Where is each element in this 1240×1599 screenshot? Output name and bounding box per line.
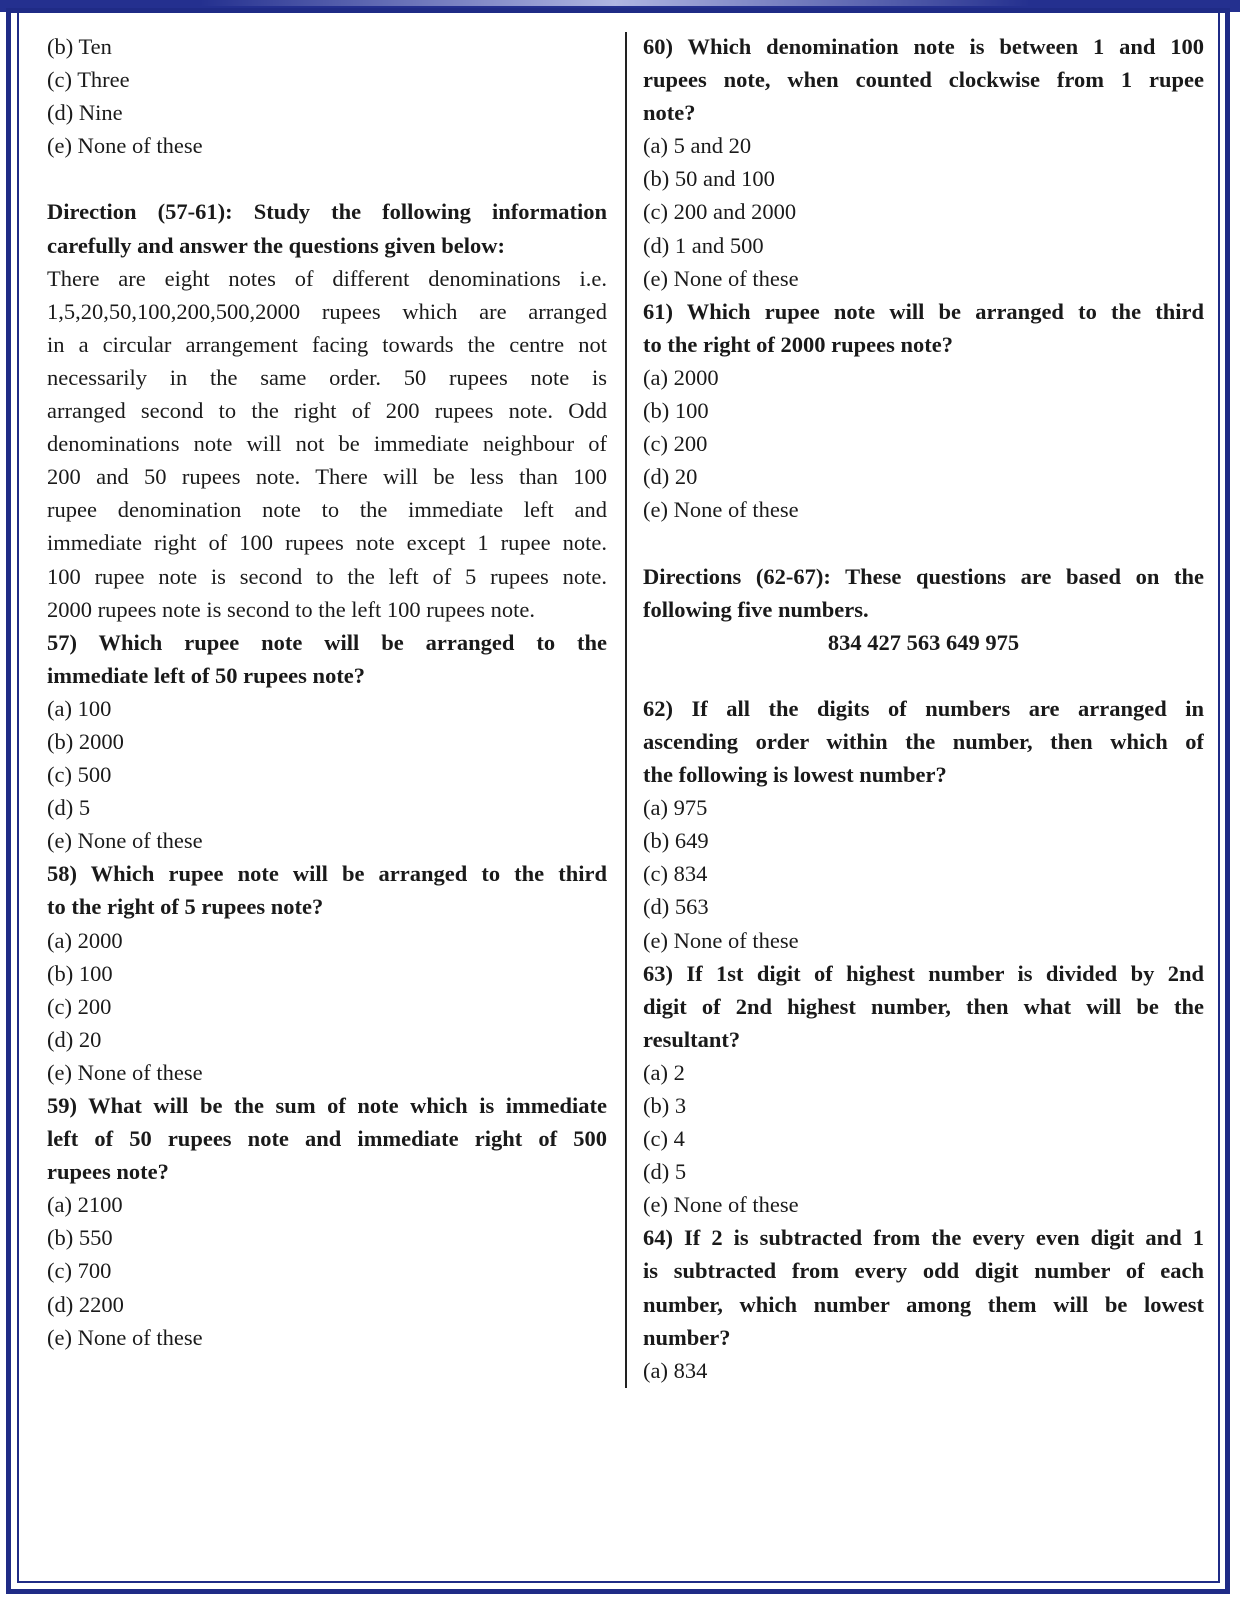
option: (b) 2000 — [47, 728, 124, 754]
option: (b) 649 — [643, 828, 709, 854]
direction-body-line: necessarily in the same order. 50 rupees note is — [47, 364, 607, 390]
option: (b) 100 — [47, 960, 113, 986]
question-61 — [643, 295, 1204, 527]
page-top-header-strip — [200, 0, 1030, 6]
question-text: to the right of 5 rupees note? — [47, 894, 324, 920]
direction-body-line: 100 rupee note is second to the left of 5 rupees note. — [47, 563, 607, 589]
question-text: rupees note? — [47, 1159, 169, 1185]
direction-body-line: 200 and 50 rupees note. There will be less than 100 — [47, 464, 607, 490]
column-divider — [625, 32, 627, 1388]
number-set: 834 427 563 649 975 — [827, 629, 1020, 655]
question-text: note? — [643, 100, 696, 126]
option: (c) 500 — [47, 762, 112, 788]
spacer — [47, 162, 607, 195]
question-text: 57) Which rupee note will be arranged to the — [47, 629, 607, 655]
direction-body-line: rupee denomination note to the immediate left and — [47, 497, 607, 523]
question-text: 64) If 2 is subtracted from the every even digit and 1 — [643, 1225, 1204, 1251]
option: (a) 2000 — [643, 364, 719, 390]
option: (c) 200 — [643, 431, 708, 457]
question-text: number, which number among them will be lowest — [643, 1291, 1204, 1317]
question-62 — [643, 692, 1204, 957]
option: (c) 4 — [643, 1126, 685, 1152]
direction-heading: carefully and answer the questions given below: — [47, 232, 505, 258]
spacer — [643, 526, 1204, 559]
option: (e) None of these — [643, 927, 799, 953]
question-text: digit of 2nd highest number, then what will be the — [643, 993, 1204, 1019]
directions-62-67 — [643, 560, 1204, 659]
question-text: 63) If 1st digit of highest number is divided by 2nd — [643, 960, 1204, 986]
option: (d) 20 — [47, 1026, 102, 1052]
option: (e) None of these — [643, 497, 799, 523]
direction-body-line: There are eight notes of different denominations i.e. — [47, 265, 607, 291]
option: (b) Ten — [47, 34, 112, 59]
question-text: is subtracted from every odd digit number of each — [643, 1258, 1204, 1284]
question-text: to the right of 2000 rupees note? — [643, 331, 953, 357]
direction-body-line: arranged second to the right of 200 rupees note. Odd — [47, 398, 607, 424]
option: (c) 834 — [643, 861, 708, 887]
option: (e) None of these — [47, 828, 203, 854]
question-text: the following is lowest number? — [643, 762, 947, 788]
option: (a) 100 — [47, 695, 112, 721]
direction-heading: Directions (62-67): These questions are based on the — [643, 563, 1204, 589]
option: (a) 2100 — [47, 1192, 123, 1218]
question-text: immediate left of 50 rupees note? — [47, 662, 366, 688]
direction-heading: Direction (57-61): Study the following information — [47, 199, 607, 225]
option: (b) 100 — [643, 398, 709, 424]
option: (d) 1 and 500 — [643, 232, 764, 258]
option: (a) 834 — [643, 1357, 708, 1383]
direction-body-line: 1,5,20,50,100,200,500,2000 rupees which are arranged — [47, 298, 607, 324]
option: (e) None of these — [47, 1059, 203, 1085]
direction-body-line: in a circular arrangement facing towards the centre not — [47, 331, 607, 357]
question-text: resultant? — [643, 1026, 741, 1052]
option: (e) None of these — [47, 1324, 203, 1350]
question-63 — [643, 957, 1204, 1222]
option: (a) 2 — [643, 1059, 685, 1085]
question-text: rupees note, when counted clockwise from 1 rupee — [643, 67, 1204, 93]
question-58 — [47, 857, 607, 1089]
question-text: number? — [643, 1324, 731, 1350]
direction-body-line: denominations note will not be immediate neighbour of — [47, 431, 607, 457]
option: (e) None of these — [47, 133, 203, 159]
question-57 — [47, 626, 607, 858]
question-60 — [643, 30, 1204, 295]
option: (a) 975 — [643, 795, 708, 821]
question-text: ascending order within the number, then which of — [643, 728, 1204, 754]
option: (d) 20 — [643, 464, 698, 490]
question-text: left of 50 rupees note and immediate right of 500 — [47, 1126, 607, 1152]
direction-heading: following five numbers. — [643, 596, 869, 622]
option: (d) Nine — [47, 100, 123, 126]
direction-body-line: 2000 rupees note is second to the left 100 rupees note. — [47, 596, 536, 622]
option: (a) 2000 — [47, 927, 123, 953]
left-column — [47, 30, 607, 1354]
question-59 — [47, 1089, 607, 1354]
direction-body-line: immediate right of 100 rupees note except 1 rupee note. — [47, 530, 607, 556]
option: (c) Three — [47, 67, 130, 93]
option: (d) 5 — [643, 1159, 687, 1185]
option: (d) 5 — [47, 795, 91, 821]
option: (e) None of these — [643, 265, 799, 291]
option: (c) 700 — [47, 1258, 112, 1284]
option: (b) 3 — [643, 1093, 687, 1118]
question-text: 60) Which denomination note is between 1 and 100 — [643, 34, 1204, 59]
question-text: 61) Which rupee note will be arranged to the third — [643, 298, 1204, 324]
right-column — [643, 30, 1204, 1387]
option: (e) None of these — [643, 1192, 799, 1218]
option: (d) 563 — [643, 894, 709, 920]
question-text: 58) Which rupee note will be arranged to the third — [47, 861, 607, 887]
option: (c) 200 — [47, 993, 112, 1019]
question-64 — [643, 1221, 1204, 1386]
q56-continued-options — [47, 30, 607, 162]
option: (c) 200 and 2000 — [643, 199, 797, 225]
question-text: 59) What will be the sum of note which is immediate — [47, 1093, 607, 1118]
spacer — [643, 659, 1204, 692]
direction-57-61 — [47, 195, 607, 625]
question-text: 62) If all the digits of numbers are arranged in — [643, 695, 1204, 721]
option: (b) 550 — [47, 1225, 113, 1251]
option: (b) 50 and 100 — [643, 166, 775, 192]
option: (a) 5 and 20 — [643, 133, 752, 159]
option: (d) 2200 — [47, 1291, 124, 1317]
